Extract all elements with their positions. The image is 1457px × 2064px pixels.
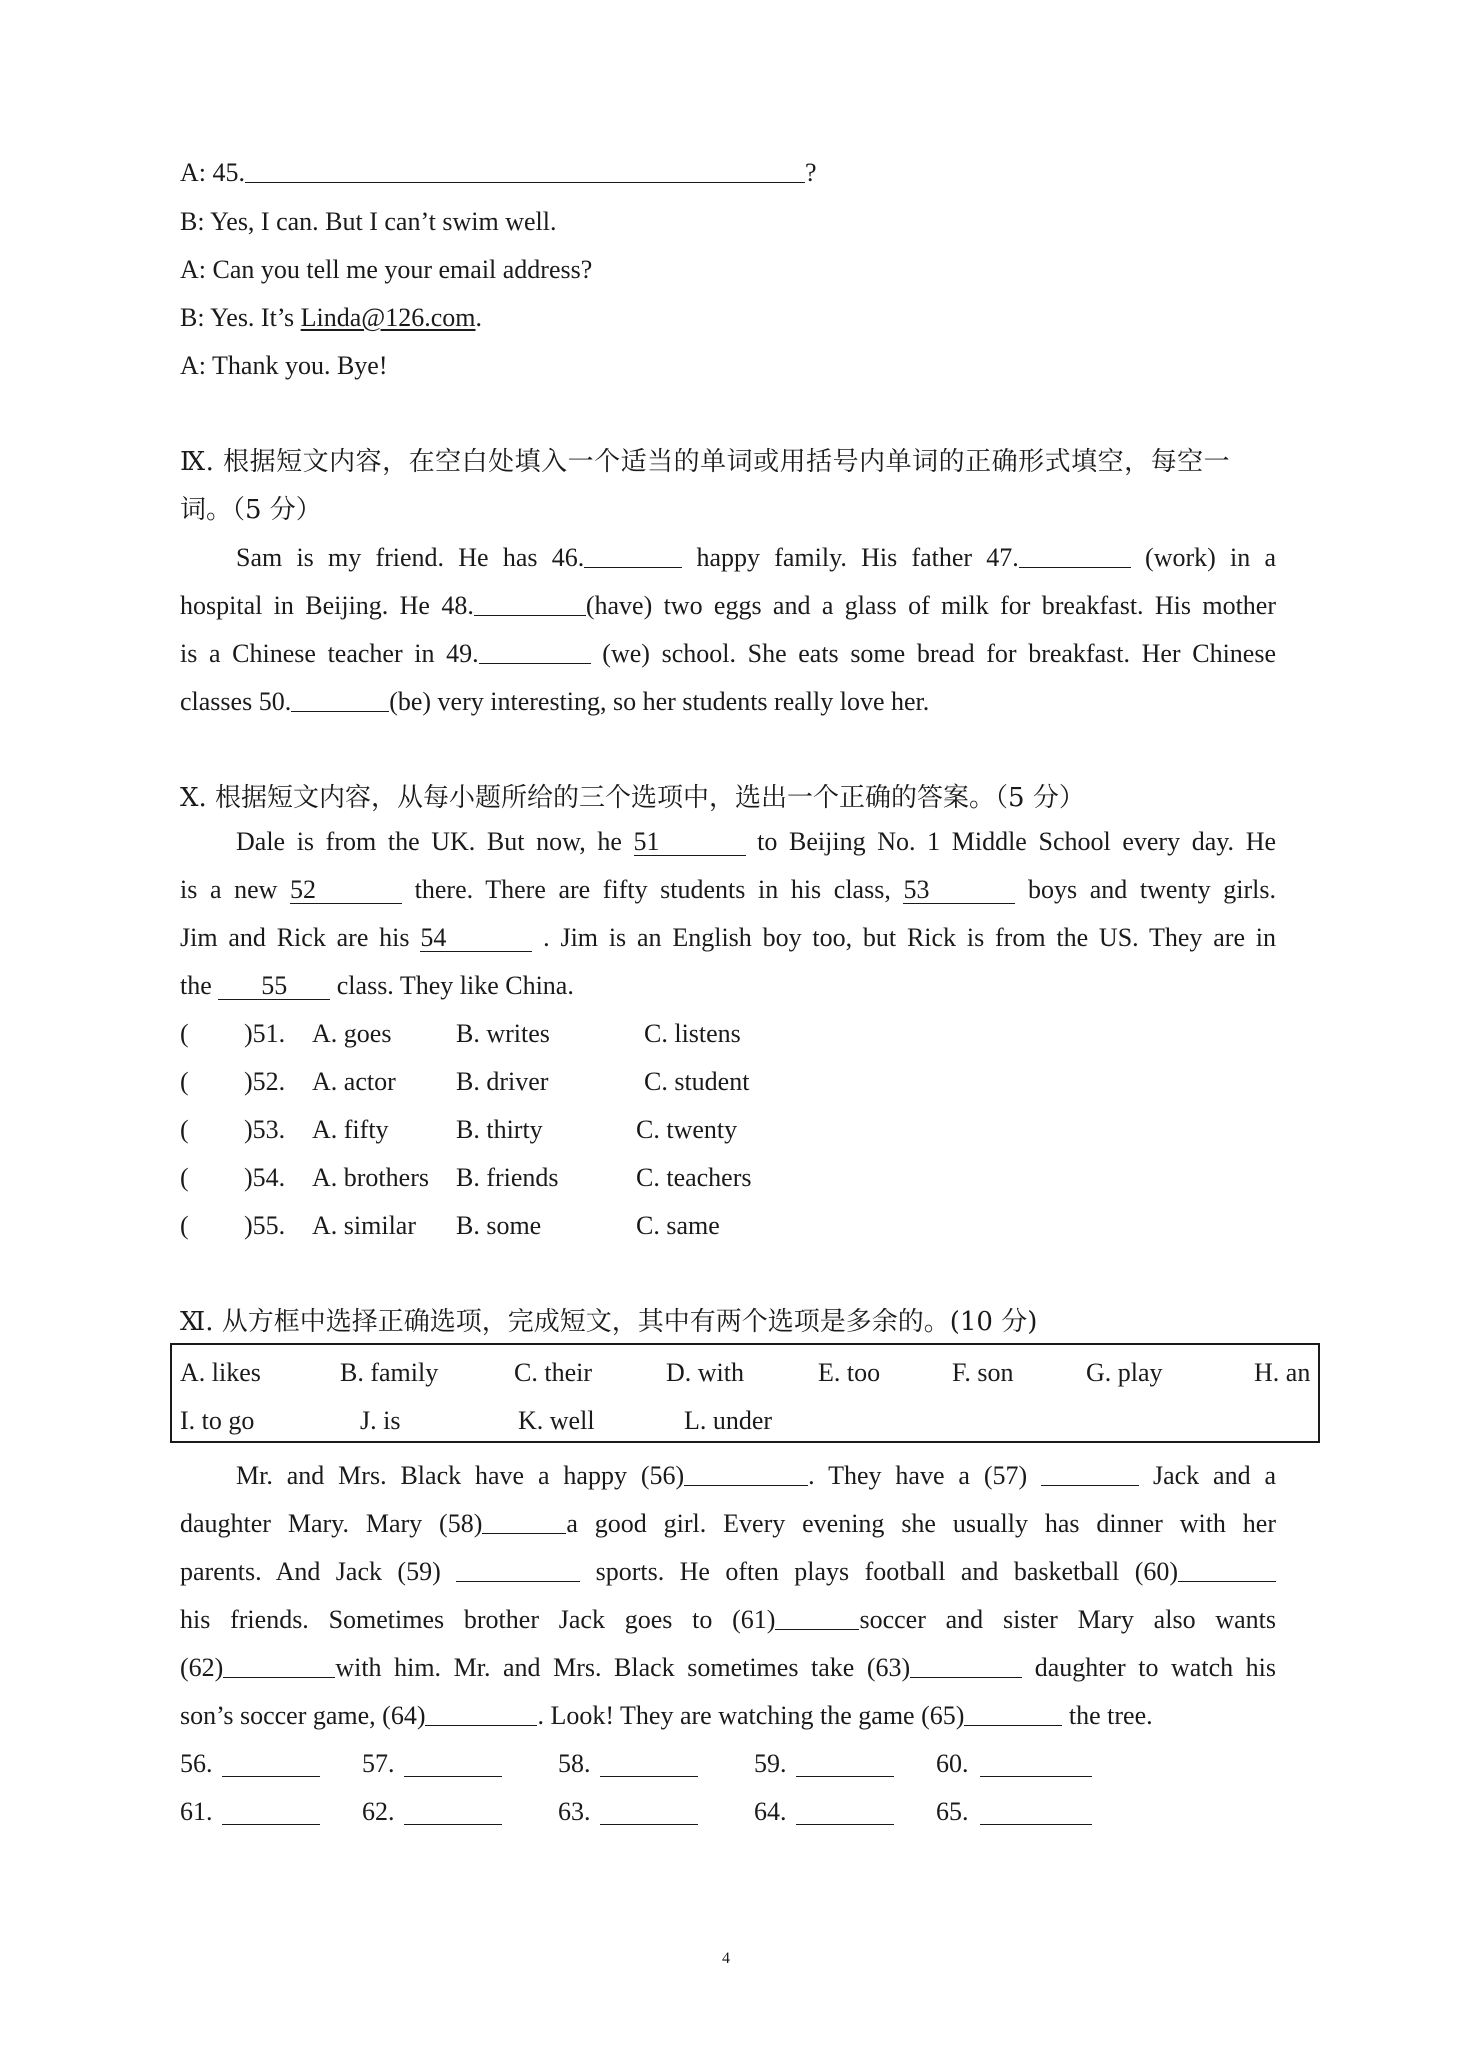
dialogue-prefix: A: 45. [180, 158, 245, 187]
answer-label: 63. [558, 1797, 591, 1826]
option-a[interactable]: A. similar [312, 1211, 416, 1240]
section-9-heading: Ⅸ. 根据短文内容，在空白处填入一个适当的单词或用括号内单词的正确形式填空，每空一 [180, 447, 1231, 477]
option-a[interactable]: A. brothers [312, 1163, 429, 1192]
answer-blank-50[interactable] [291, 687, 389, 712]
answer-line-61[interactable] [222, 1800, 320, 1825]
dialogue-line: A: Thank you. Bye! [180, 351, 388, 380]
answer-blank-46[interactable] [584, 543, 682, 568]
page-number: 4 [722, 1950, 730, 1967]
word-option: B. family [340, 1358, 439, 1387]
answer-line-58[interactable] [600, 1752, 698, 1777]
answer-paren[interactable]: ( [180, 1115, 189, 1144]
answer-blank-48[interactable] [474, 591, 586, 616]
answer-label: 59. [754, 1749, 787, 1778]
answer-blank-49[interactable] [479, 639, 591, 664]
option-c[interactable]: C. student [644, 1067, 750, 1096]
word-option: J. is [360, 1406, 401, 1435]
option-a[interactable]: A. goes [312, 1019, 392, 1048]
answer-row [180, 1796, 1180, 1828]
answer-label: 61. [180, 1797, 213, 1826]
word-option: H. an [1254, 1358, 1311, 1387]
answer-label: 62. [362, 1797, 395, 1826]
section-9-paragraph-line: classes 50. (be) very interesting, so her students really love her. [180, 687, 930, 716]
section-10-paragraph-line: Jim and Rick are his 54 . Jim is an English boy too, but Rick is from the US. They are in [180, 923, 1277, 952]
answer-blank-61[interactable] [775, 1605, 859, 1630]
answer-paren[interactable]: ( [180, 1211, 189, 1240]
question-number: )51. [244, 1019, 286, 1048]
answer-line-65[interactable] [980, 1800, 1092, 1825]
option-b[interactable]: B. friends [456, 1163, 559, 1192]
answer-line-60[interactable] [980, 1752, 1092, 1777]
answer-blank-64[interactable] [425, 1701, 537, 1726]
answer-blank-45[interactable] [245, 158, 805, 183]
answer-blank-62[interactable] [223, 1653, 335, 1678]
answer-line-59[interactable] [796, 1752, 894, 1777]
section-10-paragraph-line: the 55 class. They like China. [180, 971, 574, 1000]
answer-label: 65. [936, 1797, 969, 1826]
answer-blank-59[interactable] [456, 1557, 580, 1582]
word-option: C. their [514, 1358, 592, 1387]
answer-blank-47[interactable] [1019, 543, 1131, 568]
section-11-paragraph-line: Mr. and Mrs. Black have a happy (56) . They have a (57) Jack and a [236, 1461, 1277, 1490]
section-11-heading: Ⅺ. 从方框中选择正确选项，完成短文，其中有两个选项是多余的。(10 分) [180, 1307, 1038, 1337]
cloze-blank-55[interactable]: 55 [218, 973, 330, 1000]
answer-blank-57[interactable] [1041, 1461, 1139, 1486]
word-option: A. likes [180, 1358, 261, 1387]
question-number: )53. [244, 1115, 286, 1144]
question-number: )54. [244, 1163, 286, 1192]
answer-row [180, 1748, 1180, 1780]
dialogue-line-45 [180, 157, 817, 189]
option-c[interactable]: C. same [636, 1211, 720, 1240]
section-10-paragraph-line: Dale is from the UK. But now, he 51 to Beijing No. 1 Middle School every day. He [236, 827, 1277, 856]
option-c[interactable]: C. teachers [636, 1163, 752, 1192]
dialogue-line: A: Can you tell me your email address? [180, 255, 593, 284]
question-number: )55. [244, 1211, 286, 1240]
option-c[interactable]: C. listens [644, 1019, 741, 1048]
option-b[interactable]: B. some [456, 1211, 542, 1240]
section-9-paragraph-line: is a Chinese teacher in 49. (we) school. She eats some bread for breakfast. Her Chinese [180, 639, 1276, 668]
answer-paren[interactable]: ( [180, 1067, 189, 1096]
question-mark: ? [805, 158, 817, 187]
section-11-paragraph-line: his friends. Sometimes brother Jack goes to (61) soccer and sister Mary also wants [180, 1605, 1276, 1634]
option-b[interactable]: B. writes [456, 1019, 550, 1048]
word-option: D. with [666, 1358, 744, 1387]
section-9-heading-cont: 词。（5 分） [180, 495, 322, 525]
answer-line-62[interactable] [404, 1800, 502, 1825]
answer-label: 57. [362, 1749, 395, 1778]
word-box [170, 1343, 1320, 1443]
option-b[interactable]: B. driver [456, 1067, 549, 1096]
section-11-paragraph-line: parents. And Jack (59) sports. He often plays football and basketball (60) [180, 1556, 1276, 1588]
answer-paren[interactable]: ( [180, 1163, 189, 1192]
answer-blank-65[interactable] [964, 1701, 1062, 1726]
answer-blank-56[interactable] [684, 1461, 808, 1486]
word-option: F. son [952, 1358, 1014, 1387]
answer-label: 64. [754, 1797, 787, 1826]
section-11-paragraph-line: son’s soccer game, (64) . Look! They are watching the game (65) the tree. [180, 1701, 1153, 1730]
answer-line-56[interactable] [222, 1752, 320, 1777]
option-c[interactable]: C. twenty [636, 1115, 738, 1144]
option-a[interactable]: A. fifty [312, 1115, 389, 1144]
cloze-blank-54[interactable]: 54 [420, 925, 532, 952]
word-option: E. too [818, 1358, 881, 1387]
answer-blank-60[interactable] [1178, 1557, 1276, 1582]
dialogue-line: B: Yes. It’s Linda@126.com. [180, 303, 483, 332]
word-option: L. under [684, 1406, 773, 1435]
answer-line-64[interactable] [796, 1800, 894, 1825]
cloze-blank-53[interactable]: 53 [903, 877, 1015, 904]
word-option: K. well [518, 1406, 595, 1435]
email-link[interactable]: Linda@126.com [300, 303, 476, 332]
section-10-paragraph-line: is a new 52 there. There are fifty students in his class, 53 boys and twenty girls. [180, 875, 1277, 904]
answer-label: 60. [936, 1749, 969, 1778]
question-number: )52. [244, 1067, 286, 1096]
section-9-paragraph-line: hospital in Beijing. He 48. (have) two eggs and a glass of milk for breakfast. His mother [180, 591, 1277, 620]
word-option: I. to go [180, 1406, 255, 1435]
dialogue-line: B: Yes, I can. But I can’t swim well. [180, 207, 557, 236]
option-b[interactable]: B. thirty [456, 1115, 543, 1144]
answer-label: 56. [180, 1749, 213, 1778]
answer-paren[interactable]: ( [180, 1019, 189, 1048]
section-11-paragraph-line: daughter Mary. Mary (58) a good girl. Every evening she usually has dinner with her [180, 1509, 1276, 1538]
answer-line-57[interactable] [404, 1752, 502, 1777]
word-option: G. play [1086, 1358, 1163, 1387]
section-9-paragraph-line: Sam is my friend. He has 46. happy family. His father 47. (work) in a [236, 543, 1277, 572]
cloze-blank-51[interactable]: 51 [634, 829, 746, 856]
answer-blank-58[interactable] [482, 1509, 566, 1534]
cloze-blank-52[interactable]: 52 [290, 877, 402, 904]
answer-label: 58. [558, 1749, 591, 1778]
answer-blank-63[interactable] [910, 1653, 1022, 1678]
answer-line-63[interactable] [600, 1800, 698, 1825]
option-a[interactable]: A. actor [312, 1067, 396, 1096]
section-11-paragraph-line: (62) with him. Mr. and Mrs. Black sometimes take (63) daughter to watch his [180, 1653, 1276, 1682]
section-10-heading: Ⅹ. 根据短文内容，从每小题所给的三个选项中，选出一个正确的答案。（5 分） [180, 783, 1085, 813]
